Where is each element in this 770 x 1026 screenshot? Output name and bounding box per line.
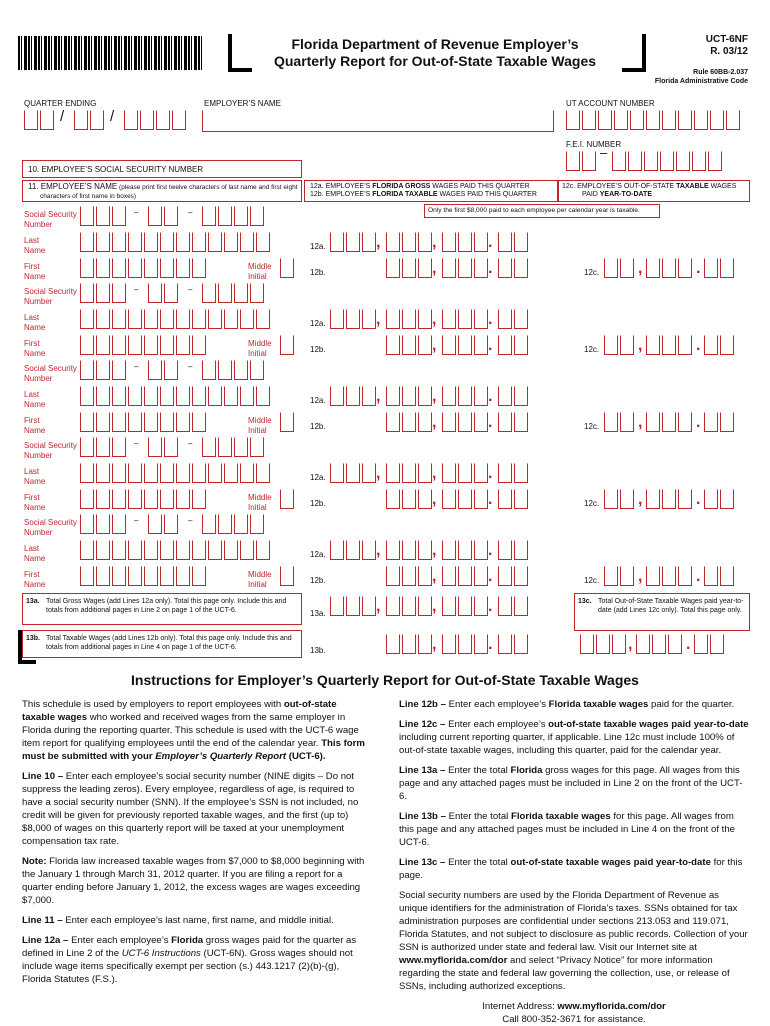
employee-3-middle-label-1: Middle [248, 416, 272, 425]
employee-2-12c-thousands[interactable] [604, 335, 636, 355]
employee-4-12c-comma: , [638, 491, 643, 508]
employee-4-12a-millions[interactable] [330, 463, 381, 483]
instructions-left: This schedule is used by employers to report employees with out-of-state taxable wages who worked and received wages from the same employer in Florida during the reporting quarter. This schedule is used with the UCT-6 wage item report for qualifying employees until the end of the calendar year. This form must be submitted with your Employer’s Quarterly Report (UCT-6). Line 10 – Enter each employee’s social security number (NINE digits – Do not suppress the leading zeros). Every employee, regardless of age, is required to have a social security number (SNN). If the employee’s SSN is not included, no credit will be given for previously reported taxable wages, and the first (up to) $8,000 of wages on this quarterly report will be taxed at your unemployment compensation tax rate. Note: Florida law increased taxable wages from $7,000 to $8,000 beginning with the January 1 through March 31, 2012 quarter. If you are filing a report for a quarter ending before January 1, 2012, the excess wages are wages exceeding $7,000. Line 11 – Enter each employee’s last name, first name, and middle initial. Line 12a – Enter each employee’s Florida gross wages paid for the quarter as defined in Line 2 of the UCT-6 Instructions (UCT-6N). Gross wages should not include wage items specifically exempt per section (s.) 443.1217 (2)(b)-(g), Florida Statutes (F.S.). [22, 699, 365, 985]
employee-4-12b-label: 12b. [310, 499, 326, 508]
employee-3-ssn-b[interactable] [148, 360, 180, 380]
employee-1-12a-label: 12a. [310, 242, 326, 251]
total-13a-line-label: 13a. [310, 609, 326, 618]
date-slash-1: / [60, 108, 65, 125]
employee-2-12c-dot: . [696, 337, 701, 354]
employee-2-12b-units[interactable] [442, 335, 493, 355]
employee-1-ssn-c[interactable] [202, 206, 266, 226]
col-12a-label: 12a. EMPLOYEE’S FLORIDA GROSS WAGES PAID THIS QUARTER [310, 183, 530, 190]
employee-5-last-label-2: Name [24, 554, 46, 563]
total-13b-cents[interactable] [498, 634, 530, 654]
employee-5-12b-comma2: , [432, 568, 437, 585]
employee-3-12c-dot: . [696, 414, 701, 431]
employee-4-12b-dot: . [488, 491, 493, 508]
employee-2-middle-label-2: Initial [248, 349, 267, 358]
employee-1-ssn-label-2: Number [24, 220, 53, 229]
employee-5-middle-initial[interactable] [280, 566, 296, 586]
employee-4-12c-dot: . [696, 491, 701, 508]
employee-4-12a-label: 12a. [310, 473, 326, 482]
employee-4-ssn-b[interactable] [148, 437, 180, 457]
total-13b-comma2: , [432, 636, 437, 653]
employee-4-12b-cents[interactable] [498, 489, 530, 509]
employee-1-ssn-dash-1: – [134, 208, 139, 217]
employee-2-12a-millions[interactable] [330, 309, 381, 329]
employee-1-middle-label-2: Initial [248, 272, 267, 281]
employee-5-12b-cents[interactable] [498, 566, 530, 586]
employee-4-12a-units[interactable] [442, 463, 493, 483]
employee-4-ssn-c[interactable] [202, 437, 266, 457]
employee-3-last-name[interactable] [80, 386, 272, 406]
employee-2-first-label-1: First [24, 339, 40, 348]
employee-4-ssn-a[interactable] [80, 437, 128, 457]
employee-3-12b-comma2: , [432, 414, 437, 431]
total-13c-dot: . [686, 636, 691, 653]
employee-1-first-name[interactable] [80, 258, 208, 278]
employee-2-12b-comma2: , [432, 337, 437, 354]
employee-1-12c-comma: , [638, 260, 643, 277]
employee-5-12b-thousands[interactable] [386, 566, 437, 586]
employee-5-12a-dot: . [488, 542, 493, 559]
employee-4-ssn-dash-2: – [188, 439, 193, 448]
employee-1-12a-comma2: , [432, 234, 437, 251]
employee-3-ssn-dash-1: – [134, 362, 139, 371]
employee-2-12a-comma2: , [432, 311, 437, 328]
total-13c-label: 13c. [578, 598, 592, 605]
employee-5-last-label-1: Last [24, 544, 40, 553]
employee-5-12a-millions[interactable] [330, 540, 381, 560]
employee-5-12c-dot: . [696, 568, 701, 585]
employee-5-12c-label: 12c. [584, 576, 600, 585]
employer-name-label: EMPLOYER’S NAME [204, 99, 281, 108]
employee-2-ssn-b[interactable] [148, 283, 180, 303]
employee-1-12c-label: 12c. [584, 268, 600, 277]
total-13b-label: 13b. [26, 635, 41, 642]
employee-2-last-label-1: Last [24, 313, 40, 322]
employee-2-12c-units[interactable] [646, 335, 694, 355]
fei-dash: – [600, 145, 608, 160]
employee-3-12b-units[interactable] [442, 412, 493, 432]
quarter-ending-label: QUARTER ENDING [24, 99, 97, 108]
employee-3-12c-label: 12c. [584, 422, 600, 431]
employee-2-middle-initial[interactable] [280, 335, 296, 355]
form-title: Florida Department of Revenue Employer’s Quarterly Report for Out-of-State Taxable Wages [273, 36, 597, 69]
website-link[interactable]: www.myflorida.com/dor [557, 1001, 666, 1012]
corner-mark-left [228, 34, 252, 72]
ut-account-label: UT ACCOUNT NUMBER [566, 99, 655, 108]
employee-1-12a-cents[interactable] [498, 232, 530, 252]
employee-2-first-label-2: Name [24, 349, 46, 358]
employee-3-last-label-2: Name [24, 400, 46, 409]
employee-3-12a-cents[interactable] [498, 386, 530, 406]
employee-2-12a-cents[interactable] [498, 309, 530, 329]
fei-input-a[interactable] [566, 151, 598, 171]
employee-2-last-label-2: Name [24, 323, 46, 332]
total-13a-units[interactable] [442, 596, 493, 616]
employee-5-12c-cents[interactable] [704, 566, 736, 586]
total-13c-text: Total Out-of-State Taxable Wages paid year-to-date (add Lines 12c only). Total this page only. [598, 598, 744, 614]
total-13c-thousands[interactable] [580, 634, 628, 654]
employee-2-12c-comma: , [638, 337, 643, 354]
employee-3-first-name[interactable] [80, 412, 208, 432]
employee-5-ssn-b[interactable] [148, 514, 180, 534]
employee-2-12b-cents[interactable] [498, 335, 530, 355]
total-13b-units[interactable] [442, 634, 493, 654]
employee-4-12b-comma2: , [432, 491, 437, 508]
employee-1-12a-thousands[interactable] [386, 232, 437, 252]
employee-4-12a-thousands[interactable] [386, 463, 437, 483]
employee-2-last-name[interactable] [80, 309, 272, 329]
employee-4-12b-units[interactable] [442, 489, 493, 509]
employee-5-12a-units[interactable] [442, 540, 493, 560]
employee-2-12b-thousands[interactable] [386, 335, 437, 355]
total-13a-comma2: , [432, 598, 437, 615]
employee-3-12a-label: 12a. [310, 396, 326, 405]
fei-label: F.E.I. NUMBER [566, 140, 622, 149]
employee-4-middle-label-1: Middle [248, 493, 272, 502]
employer-name-input[interactable] [202, 110, 554, 132]
employee-5-ssn-label-1: Social Security [24, 518, 77, 527]
employee-5-ssn-label-2: Number [24, 528, 53, 537]
total-13c-cents[interactable] [694, 634, 726, 654]
employee-3-12c-units[interactable] [646, 412, 694, 432]
employee-2-12b-dot: . [488, 337, 493, 354]
employee-4-ssn-dash-1: – [134, 439, 139, 448]
employee-1-12a-dot: . [488, 234, 493, 251]
employee-3-12c-cents[interactable] [704, 412, 736, 432]
employee-5-first-name[interactable] [80, 566, 208, 586]
employee-4-ssn-label-1: Social Security [24, 441, 77, 450]
employee-4-middle-label-2: Initial [248, 503, 267, 512]
employee-5-ssn-a[interactable] [80, 514, 128, 534]
total-13b-thousands[interactable] [386, 634, 437, 654]
ssn-column-label: 10. EMPLOYEE’S SOCIAL SECURITY NUMBER [28, 165, 204, 174]
employee-2-12c-cents[interactable] [704, 335, 736, 355]
employee-2-ssn-dash-2: – [188, 285, 193, 294]
total-13a-comma: , [376, 598, 381, 615]
employee-2-ssn-label-1: Social Security [24, 287, 77, 296]
quarter-ending-year[interactable] [124, 110, 188, 130]
employee-5-12a-label: 12a. [310, 550, 326, 559]
employee-2-ssn-dash-1: – [134, 285, 139, 294]
employee-5-12b-label: 12b. [310, 576, 326, 585]
employee-5-12a-comma2: , [432, 542, 437, 559]
employee-4-12a-dot: . [488, 465, 493, 482]
employee-3-ssn-c[interactable] [202, 360, 266, 380]
employee-5-ssn-c[interactable] [202, 514, 266, 534]
employee-4-last-label-2: Name [24, 477, 46, 486]
employee-4-12c-cents[interactable] [704, 489, 736, 509]
employee-3-first-label-2: Name [24, 426, 46, 435]
employee-3-12b-thousands[interactable] [386, 412, 437, 432]
employee-4-12c-label: 12c. [584, 499, 600, 508]
employee-1-12a-comma: , [376, 234, 381, 251]
employee-4-last-name[interactable] [80, 463, 272, 483]
employee-4-first-name[interactable] [80, 489, 208, 509]
total-13a-dot: . [488, 598, 493, 615]
employee-1-ssn-a[interactable] [80, 206, 128, 226]
employee-1-12b-dot: . [488, 260, 493, 277]
total-13b-text: Total Taxable Wages (add Lines 12b only). Total this page only. Include this and totals from additional pages in Line 4 on page 1 of the UCT-6. [46, 635, 292, 651]
total-13a-label: 13a. [26, 598, 40, 605]
quarter-ending-day[interactable] [74, 110, 106, 130]
instructions-title: Instructions for Employer’s Quarterly Report for Out-of-State Taxable Wages [131, 672, 639, 688]
employee-1-first-label-1: First [24, 262, 40, 271]
employee-3-12a-units[interactable] [442, 386, 493, 406]
employee-5-12c-comma: , [638, 568, 643, 585]
employee-1-first-label-2: Name [24, 272, 46, 281]
corner-mark-right [622, 34, 646, 72]
employee-1-12b-cents[interactable] [498, 258, 530, 278]
employee-2-12a-label: 12a. [310, 319, 326, 328]
rule-ref: Rule 60BB-2.037 Florida Administrative Code [654, 69, 748, 85]
employee-3-12a-comma2: , [432, 388, 437, 405]
employee-2-ssn-label-2: Number [24, 297, 53, 306]
employee-2-first-name[interactable] [80, 335, 208, 355]
total-13b-dot: . [488, 636, 493, 653]
employee-3-middle-label-2: Initial [248, 426, 267, 435]
employee-1-12c-units[interactable] [646, 258, 694, 278]
employee-1-12c-dot: . [696, 260, 701, 277]
employee-2-12a-dot: . [488, 311, 493, 328]
quarter-ending-input[interactable] [24, 110, 56, 130]
employee-5-12b-dot: . [488, 568, 493, 585]
ut-account-input[interactable] [566, 110, 742, 130]
employee-1-12c-thousands[interactable] [604, 258, 636, 278]
employee-2-ssn-a[interactable] [80, 283, 128, 303]
employee-3-12b-cents[interactable] [498, 412, 530, 432]
employee-4-last-label-1: Last [24, 467, 40, 476]
employee-5-12c-thousands[interactable] [604, 566, 636, 586]
employee-3-12a-thousands[interactable] [386, 386, 437, 406]
employee-4-12c-thousands[interactable] [604, 489, 636, 509]
employee-3-12c-thousands[interactable] [604, 412, 636, 432]
employee-2-middle-label-1: Middle [248, 339, 272, 348]
employee-1-12b-label: 12b. [310, 268, 326, 277]
employee-2-12c-label: 12c. [584, 345, 600, 354]
employee-4-12a-cents[interactable] [498, 463, 530, 483]
employee-5-12c-units[interactable] [646, 566, 694, 586]
employee-5-12a-comma: , [376, 542, 381, 559]
contact-info: Internet Address: www.myflorida.com/dor Call 800-352-3671 for assistance. [482, 1001, 666, 1025]
employee-1-12c-cents[interactable] [704, 258, 736, 278]
employee-5-ssn-dash-2: – [188, 516, 193, 525]
employee-1-ssn-label-1: Social Security [24, 210, 77, 219]
employee-3-ssn-dash-2: – [188, 362, 193, 371]
col-12b-label: 12b. EMPLOYEE’S FLORIDA TAXABLE WAGES PAID THIS QUARTER [310, 191, 537, 198]
employee-4-middle-initial[interactable] [280, 489, 296, 509]
employee-1-middle-initial[interactable] [280, 258, 296, 278]
employee-5-first-label-2: Name [24, 580, 46, 589]
employee-5-12b-units[interactable] [442, 566, 493, 586]
taxable-note-text: Only the first $8,000 paid to each employee per calendar year is taxable. [428, 207, 640, 214]
employee-2-12a-comma: , [376, 311, 381, 328]
employee-5-12a-thousands[interactable] [386, 540, 437, 560]
employee-5-last-name[interactable] [80, 540, 272, 560]
employee-2-12b-label: 12b. [310, 345, 326, 354]
employee-4-first-label-1: First [24, 493, 40, 502]
employee-1-last-label-2: Name [24, 246, 46, 255]
employee-1-ssn-dash-2: – [188, 208, 193, 217]
employee-3-last-label-1: Last [24, 390, 40, 399]
employee-2-12a-thousands[interactable] [386, 309, 437, 329]
employee-4-ssn-label-2: Number [24, 451, 53, 460]
date-slash-2: / [110, 108, 115, 125]
employee-4-12a-comma2: , [432, 465, 437, 482]
employee-2-ssn-c[interactable] [202, 283, 266, 303]
total-13a-millions[interactable] [330, 596, 381, 616]
employee-3-12a-millions[interactable] [330, 386, 381, 406]
employee-4-12a-comma: , [376, 465, 381, 482]
employee-3-ssn-label-2: Number [24, 374, 53, 383]
employee-1-last-label-1: Last [24, 236, 40, 245]
form-id: UCT-6NF R. 03/12 [705, 34, 748, 57]
employee-5-12a-cents[interactable] [498, 540, 530, 560]
employee-3-12c-comma: , [638, 414, 643, 431]
employee-1-12b-units[interactable] [442, 258, 493, 278]
total-13a-thousands[interactable] [386, 596, 437, 616]
employee-1-ssn-b[interactable] [148, 206, 180, 226]
name-column-label: 11. EMPLOYEE’S NAME (please print first twelve characters of last name and first eight characters of first name in boxes) [28, 182, 298, 200]
fei-input-b[interactable] [612, 151, 724, 171]
total-13a-cents[interactable] [498, 596, 530, 616]
barcode [18, 36, 202, 70]
employee-4-12c-units[interactable] [646, 489, 694, 509]
employee-1-12b-comma2: , [432, 260, 437, 277]
instructions-right: Line 12b – Enter each employee’s Florida taxable wages paid for the quarter. Line 12c – Enter each employee’s out-of-state taxable wages paid year-to-date including current reporting quarter, if applicable. Line 12c must include 100% of out-of-state taxable wages, including this quarter, paid for the calendar year. Line 13a – Enter the total Florida gross wages for this page. All wages from this page and any attached pages must be included in Line 2 on the front of the UCT-6. Line 13b – Enter the total Florida taxable wages for this page. All wages from this page and any attached pages must be included in Line 4 on the front of the UCT-6. Line 13c – Enter the total out-of-state taxable wages paid year-to-date for this page. Social security numbers are used by the Florida Department of Revenue as unique identifiers for the administration of Florida’s taxes. SSNs obtained for tax administration purposes are confidential under sections 213.053 and 119.071, Florida Statutes, and not subject to disclosure as public records. Collection of your SSN is authorized under state and federal law. Visit our Internet site at www.myflorida.com/dor and select “Privacy Notice” for more information regarding the state and federal law governing the collection, use, or release of SSNs, including authorized exceptions. Internet Address: www.myflorida.com/dor Call 800-352-3671 for assistance. [399, 699, 749, 1025]
employee-3-12a-dot: . [488, 388, 493, 405]
employee-4-first-label-2: Name [24, 503, 46, 512]
total-13c-units[interactable] [636, 634, 684, 654]
employee-5-first-label-1: First [24, 570, 40, 579]
employee-1-12b-thousands[interactable] [386, 258, 437, 278]
employee-1-middle-label-1: Middle [248, 262, 272, 271]
employee-5-ssn-dash-1: – [134, 516, 139, 525]
employee-3-first-label-1: First [24, 416, 40, 425]
employee-3-12a-comma: , [376, 388, 381, 405]
total-13a-text: Total Gross Wages (add Lines 12a only). Total this page only. Include this and totals from additional pages in Line 2 on page 1 of the UCT-6. [46, 598, 287, 614]
col-12c-label: 12c. EMPLOYEE’S OUT-OF-STATE TAXABLE WAGES PAID YEAR-TO-DATE [562, 183, 737, 198]
total-13c-comma: , [628, 636, 633, 653]
employee-2-12a-units[interactable] [442, 309, 493, 329]
employee-3-ssn-label-1: Social Security [24, 364, 77, 373]
employee-4-12b-thousands[interactable] [386, 489, 437, 509]
employee-1-12a-millions[interactable] [330, 232, 381, 252]
employee-1-last-name[interactable] [80, 232, 272, 252]
employee-3-middle-initial[interactable] [280, 412, 296, 432]
employee-3-ssn-a[interactable] [80, 360, 128, 380]
employee-5-middle-label-1: Middle [248, 570, 272, 579]
employee-5-middle-label-2: Initial [248, 580, 267, 589]
employee-3-12b-dot: . [488, 414, 493, 431]
employee-1-12a-units[interactable] [442, 232, 493, 252]
employee-3-12b-label: 12b. [310, 422, 326, 431]
total-13b-line-label: 13b. [310, 646, 326, 655]
